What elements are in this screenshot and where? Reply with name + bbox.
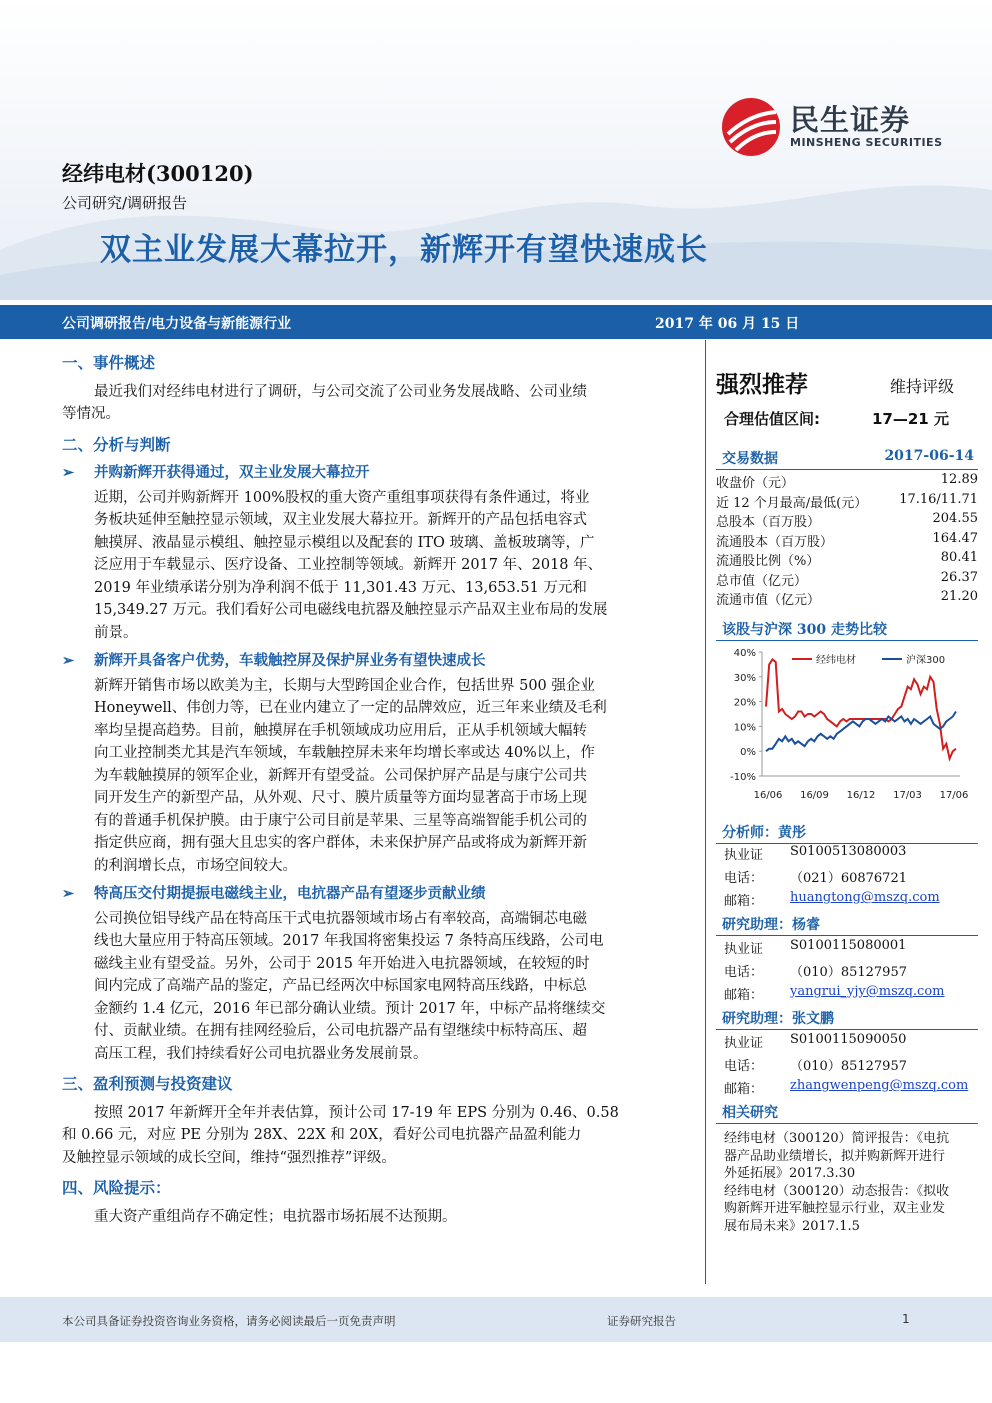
arrow-bullet-icon: ➢ xyxy=(62,885,75,902)
analyst-email-label: 邮箱： xyxy=(724,1082,764,1097)
minsheng-logo xyxy=(720,96,950,158)
page-footer xyxy=(0,1297,992,1342)
analyst-email-row xyxy=(716,890,978,913)
analyst-phone-row xyxy=(716,961,978,984)
analyst-title: 分析师：黄彤 xyxy=(722,825,806,841)
trade-data-value: 12.89 xyxy=(940,472,978,487)
category-bar xyxy=(0,305,992,339)
y-tick-label: 0% xyxy=(740,747,756,759)
x-tick-label: 17/03 xyxy=(893,790,922,801)
text-line: 公司换位铝导线产品在特高压干式电抗器领域市场占有率较高，高端铜芯电磁 xyxy=(94,910,587,927)
analyst-phone-value: （010）85127957 xyxy=(790,1059,907,1074)
related-research-list xyxy=(724,1130,974,1235)
target-price xyxy=(724,408,949,429)
related-research-line: 器产品助业绩增长，拟并购新辉开进行 xyxy=(724,1148,946,1164)
bullet-title: 并购新辉开获得通过，双主业发展大幕拉开 xyxy=(94,464,370,481)
logo-text-cn: 民生证券 xyxy=(790,103,911,137)
analyst-phone-label: 电话： xyxy=(724,1059,764,1074)
bullet-paragraph xyxy=(62,487,690,645)
trade-data-key: 流通股比例（%） xyxy=(716,554,820,569)
main-column xyxy=(62,348,690,1228)
trade-data-row xyxy=(716,511,978,531)
analyst-cert-row xyxy=(716,1032,978,1055)
company-name: 经纬电材(300120) xyxy=(62,161,254,186)
x-tick-label: 16/09 xyxy=(800,790,829,801)
related-research-title: 相关研究 xyxy=(722,1105,778,1121)
trade-data-title: 交易数据 xyxy=(722,451,778,467)
section-title: 三、盈利预测与投资建议 xyxy=(62,1074,233,1093)
arrow-bullet-icon: ➢ xyxy=(62,464,75,481)
trade-data-key: 流通股本（百万股） xyxy=(716,534,834,550)
analyst-email-link[interactable]: zhangwenpeng@mszq.com xyxy=(790,1078,969,1093)
chart-title: 该股与沪深 300 走势比较 xyxy=(722,622,887,638)
trade-data-date: 2017-06-14 xyxy=(884,448,974,464)
text-line: 泛应用于车载显示、医疗设备、工业控制等领域。新辉开 2017 年、2018 年、 xyxy=(94,557,603,573)
arrow-bullet-icon: ➢ xyxy=(62,652,75,669)
bullet-heading xyxy=(62,462,690,485)
analyst-header xyxy=(716,822,978,844)
text-line: 率均呈提高趋势。目前，触摸屏在手机领域成功应用后，正从手机领域大幅转 xyxy=(94,722,587,739)
analyst-cert-value: S0100513080003 xyxy=(790,844,907,859)
report-type: 公司研究/调研报告 xyxy=(62,194,188,212)
column-divider xyxy=(705,340,706,1284)
related-research-line: 购新辉开进军触控显示行业，双主业发 xyxy=(724,1201,946,1216)
text-line: 等情况。 xyxy=(62,406,120,422)
analyst-email-label: 邮箱： xyxy=(724,894,764,909)
text-line: 同开发生产的新型产品，从外观、尺寸、膜片质量等方面均显著高于市场上现 xyxy=(94,790,587,806)
text-line: 线也大量应用于特高压领域。2017 年我国将密集投运 7 条特高压线路，公司电 xyxy=(94,933,604,949)
analyst-phone-label: 电话： xyxy=(724,871,764,886)
analyst-cert-value: S0100115080001 xyxy=(790,938,907,953)
trade-data-row xyxy=(716,550,978,570)
analyst-cert-label: 执业证 xyxy=(724,1036,764,1051)
text-line: 最近我们对经纬电材进行了调研，与公司交流了公司业务发展战略、公司业绩 xyxy=(94,383,587,400)
bullet-heading xyxy=(62,650,690,673)
trade-data-table xyxy=(716,472,978,609)
text-line: 2019 年业绩承诺分别为净利润不低于 11,301.43 万元、13,653.51 万元和 xyxy=(94,579,587,596)
assistant-info xyxy=(716,938,978,1007)
text-line: 间内完成了高端产品的鉴定，产品已经两次中标国家电网特高压线路，中标总 xyxy=(94,978,587,994)
text-line: 磁线主业有望受益。另外，公司于 2015 年开始进入电抗器领域，在较短的时 xyxy=(94,955,590,972)
assistant-title: 研究助理：张文鹏 xyxy=(722,1011,834,1027)
target-label: 合理估值区间: xyxy=(724,410,820,428)
trade-data-value: 164.47 xyxy=(932,530,978,546)
footer-disclaimer: 本公司具备证券投资咨询业务资格，请务必阅读最后一页免责声明 xyxy=(62,1314,396,1328)
y-tick-label: 10% xyxy=(733,722,756,734)
analyst-cert-label: 执业证 xyxy=(724,942,764,957)
y-tick-label: 20% xyxy=(733,697,756,709)
analyst-phone-value: （010）85127957 xyxy=(790,965,907,980)
y-tick-label: -10% xyxy=(730,772,756,783)
analyst-phone-row xyxy=(716,1055,978,1078)
trade-data-value: 26.37 xyxy=(940,569,978,585)
assistant-header xyxy=(716,914,978,936)
analyst-cert-row xyxy=(716,844,978,867)
text-line: 近期，公司并购新辉开 100%股权的重大资产重组事项获得有条件通过，将业 xyxy=(94,489,590,506)
bullet-paragraph xyxy=(62,675,690,878)
text-line: 务板块延伸至触控显示领域，双主业发展大幕拉开。新辉开的产品包括电容式 xyxy=(94,512,587,528)
minsheng-logo-icon xyxy=(720,96,782,158)
text-line: 新辉开销售市场以欧美为主，长期与大型跨国企业合作，包括世界 500 强企业 xyxy=(94,677,595,694)
assistant-title: 研究助理：杨睿 xyxy=(722,917,820,933)
analyst-info xyxy=(716,844,978,913)
trade-data-row xyxy=(716,531,978,551)
trade-data-key: 总股本（百万股） xyxy=(716,515,821,530)
section-title: 二、分析与判断 xyxy=(62,434,171,454)
legend-label: 经纬电材 xyxy=(816,655,856,666)
analyst-phone-row xyxy=(716,867,978,890)
text-line: 付、贡献业绩。在拥有挂网经验后，公司电抗器产品有望继续中标特高压、超 xyxy=(94,1023,587,1039)
section-paragraph xyxy=(62,1102,690,1170)
text-line: 重大资产重组尚存不确定性；电抗器市场拓展不达预期。 xyxy=(94,1208,457,1225)
text-line: 的利润增长点，市场空间较大。 xyxy=(94,857,297,874)
report-date: 2017 年 06 月 15 日 xyxy=(655,316,800,332)
section-title: 四、风险提示： xyxy=(62,1178,171,1197)
stock-comparison-chart xyxy=(716,642,978,802)
trade-data-key: 近 12 个月最高/最低(元） xyxy=(716,495,868,511)
text-line: 和 0.66 元，对应 PE 分别为 28X、22X 和 20X，看好公司电抗器产品盈利能力 xyxy=(62,1127,582,1143)
y-tick-label: 40% xyxy=(733,648,756,659)
analyst-cert-label: 执业证 xyxy=(724,848,764,863)
logo-text-en: MINSHENG SECURITIES xyxy=(790,136,943,149)
text-line: 高压工程，我们持续看好公司电抗器业务发展前景。 xyxy=(94,1045,428,1062)
section-paragraph xyxy=(62,1206,690,1229)
text-line: 按照 2017 年新辉开全年并表估算，预计公司 17-19 年 EPS 分别为 0.46、0.58 xyxy=(94,1104,619,1121)
section-paragraph xyxy=(62,381,690,426)
chart-header xyxy=(716,619,978,641)
analyst-email-row xyxy=(716,1078,978,1101)
bullet-title: 新辉开具备客户优势，车载触控屏及保护屏业务有望快速成长 xyxy=(94,652,486,669)
analyst-email-row xyxy=(716,984,978,1007)
trade-data-key: 流通市值（亿元） xyxy=(716,593,821,608)
text-line: Honeywell、伟创力等，已在业内建立了一定的品牌效应，近三年来业绩及毛利 xyxy=(94,700,607,716)
analyst-email-link[interactable]: huangtong@mszq.com xyxy=(790,890,940,905)
bullet-title: 特高压交付期提振电磁线主业，电抗器产品有望逐步贡献业绩 xyxy=(94,885,486,902)
text-line: 15,349.27 万元。我们看好公司电磁线电抗器及触控显示产品双主业布局的发展 xyxy=(94,602,608,618)
text-line: 指定供应商，拥有强大且忠实的客户群体，未来保护屏产品或将成为新辉开新 xyxy=(94,835,587,851)
trade-data-row xyxy=(716,492,978,512)
trade-data-value: 80.41 xyxy=(940,550,978,565)
text-line: 为车载触摸屏的领军企业，新辉开有望受益。公司保护屏产品是与康宁公司共 xyxy=(94,767,587,784)
x-tick-label: 16/12 xyxy=(846,790,876,801)
analyst-cert-row xyxy=(716,938,978,961)
trade-data-row xyxy=(716,472,978,492)
text-line: 向工业控制类尤其是汽车领域，车载触控屏未来年均增长率或达 40%以上，作 xyxy=(94,745,595,761)
assistant-header xyxy=(716,1008,978,1030)
analyst-phone-value: （021）60876721 xyxy=(790,871,907,886)
y-tick-label: 30% xyxy=(733,672,756,684)
trade-data-value: 204.55 xyxy=(932,511,978,526)
report-headline: 双主业发展大幕拉开，新辉开有望快速成长 xyxy=(100,232,708,268)
section-title: 一、事件概述 xyxy=(62,353,156,372)
related-research-line: 经纬电材（300120）动态报告：《拟收 xyxy=(724,1183,950,1199)
trade-data-key: 总市值（亿元） xyxy=(716,573,808,589)
trade-data-row xyxy=(716,589,978,609)
text-line: 有的普通手机保护膜。由于康宁公司目前是苹果、三星等高端智能手机公司的 xyxy=(94,812,587,829)
trade-data-value: 17.16/11.71 xyxy=(899,491,978,507)
text-line: 触摸屏、液晶显示模组、触控显示模组以及配套的 ITO 玻璃、盖板玻璃等，广 xyxy=(94,534,595,551)
assistant-info xyxy=(716,1032,978,1101)
category-label: 公司调研报告/电力设备与新能源行业 xyxy=(62,316,292,332)
footer-report-type: 证券研究报告 xyxy=(607,1314,676,1328)
related-research-line: 经纬电材（300120）简评报告：《电抗 xyxy=(724,1131,950,1146)
target-value: 17—21 元 xyxy=(872,410,949,428)
analyst-email-link[interactable]: yangrui_yjy@mszq.com xyxy=(790,984,945,999)
rating: 强烈推荐 xyxy=(716,372,808,398)
analyst-cert-value: S0100115090050 xyxy=(790,1032,907,1047)
rating-action: 维持评级 xyxy=(890,377,955,396)
page-number: 1 xyxy=(902,1312,910,1326)
text-line: 及触控显示领域的成长空间，维持“强烈推荐”评级。 xyxy=(62,1149,396,1166)
analyst-phone-label: 电话： xyxy=(724,965,764,980)
bullet-heading xyxy=(62,883,690,906)
text-line: 前景。 xyxy=(94,624,138,641)
legend-label: 沪深300 xyxy=(906,655,946,666)
trade-data-header xyxy=(716,448,978,470)
trade-data-row xyxy=(716,570,978,590)
related-research-line: 展布局未来》2017.1.5 xyxy=(724,1218,860,1234)
text-line: 金额约 1.4 亿元，2016 年已部分确认业绩。预计 2017 年，中标产品将继续交 xyxy=(94,1000,606,1017)
trade-data-value: 21.20 xyxy=(940,589,978,604)
related-research-line: 外延拓展》2017.3.30 xyxy=(724,1166,856,1181)
bullet-paragraph xyxy=(62,908,690,1066)
x-tick-label: 16/06 xyxy=(753,790,783,801)
x-tick-label: 17/06 xyxy=(939,790,969,801)
trade-data-key: 收盘价（元） xyxy=(716,476,795,491)
analyst-email-label: 邮箱： xyxy=(724,988,764,1003)
related-research-header xyxy=(716,1102,978,1124)
